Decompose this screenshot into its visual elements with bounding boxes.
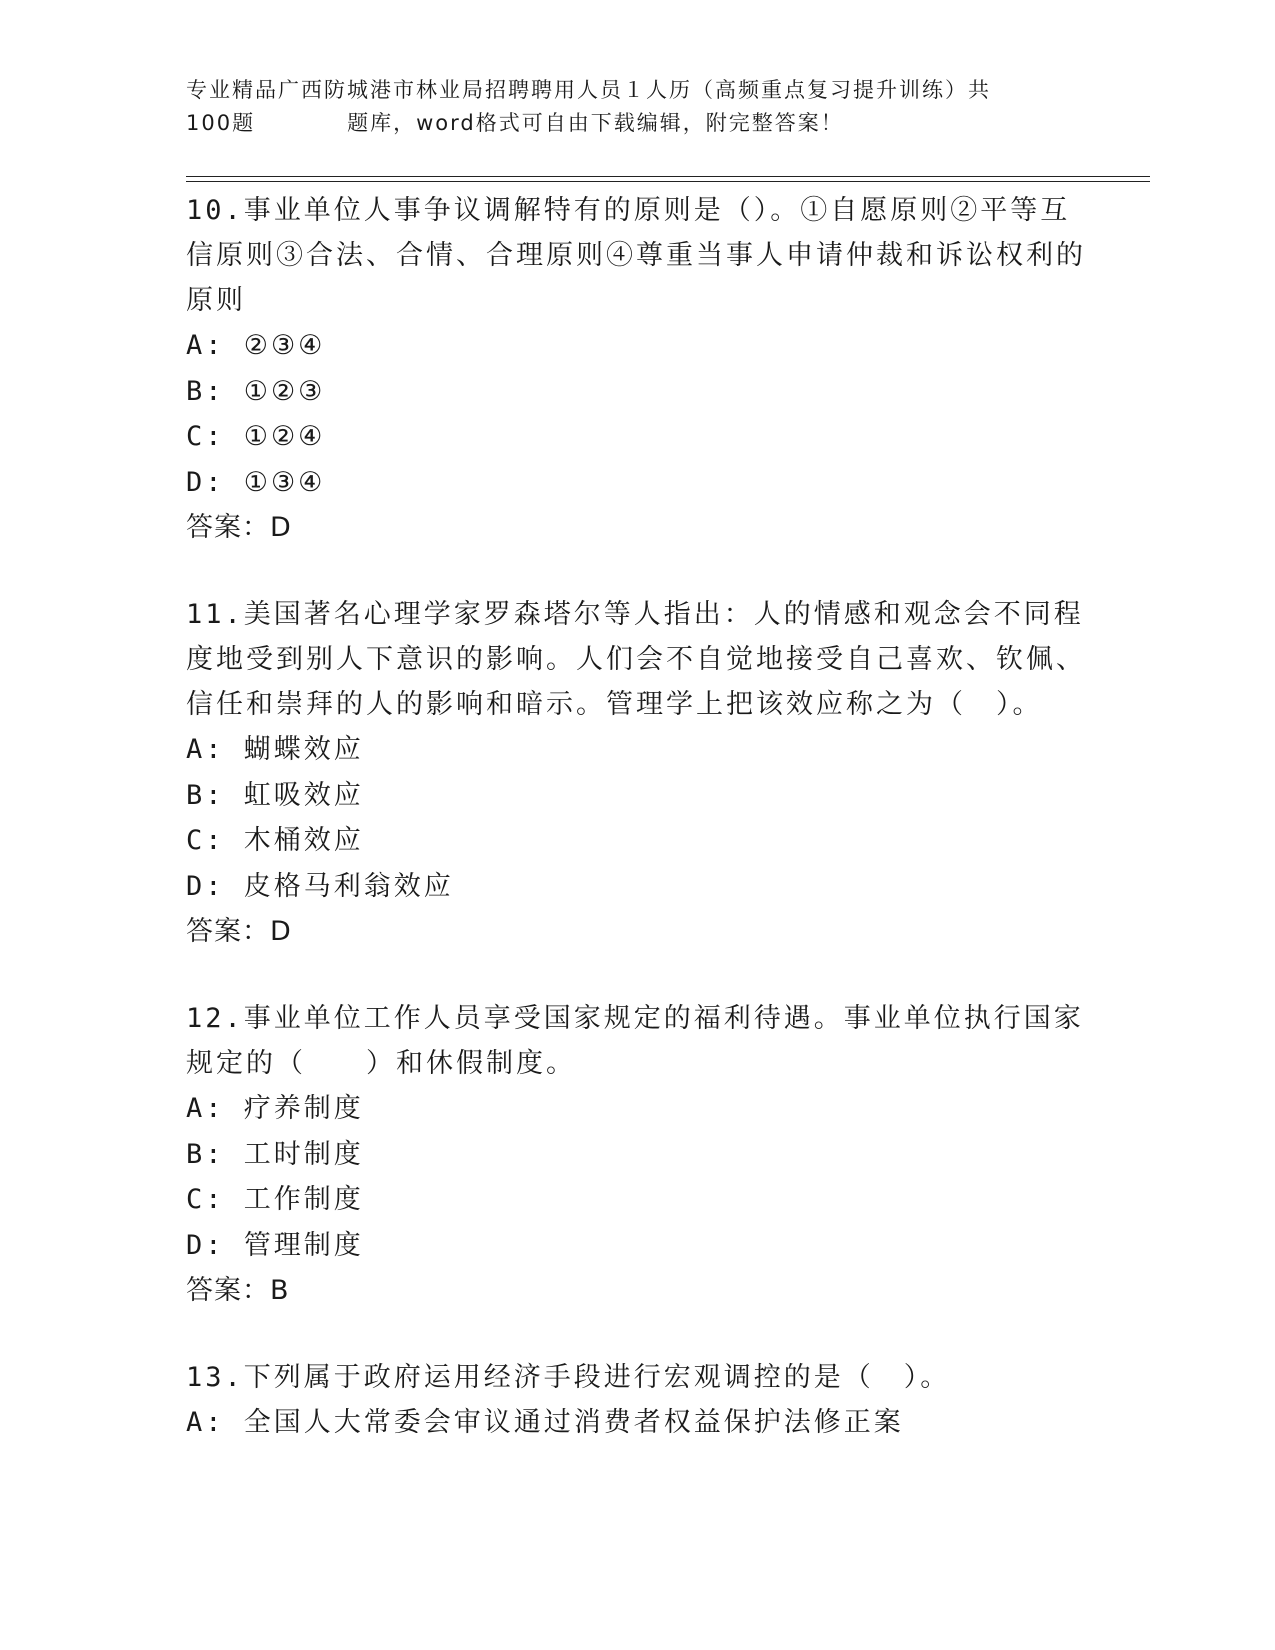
- header-title-line2: 100题 题库，word格式可自由下载编辑，附完整答案！: [186, 111, 844, 135]
- answer: 答案：D: [186, 916, 292, 947]
- option-d: D: ①③④: [186, 466, 326, 498]
- option-a: A: 蝴蝶效应: [186, 734, 364, 765]
- question-stem: 12.事业单位工作人员享受国家规定的福利待遇。事业单位执行国家规定的（ ）和休假制度。: [186, 1003, 1084, 1079]
- answer: 答案：B: [186, 1275, 290, 1306]
- header-divider-top: [186, 176, 1150, 177]
- header-title-line1: 专业精品广西防城港市林业局招聘聘用人员１人历（高频重点复习提升训练）共: [186, 78, 991, 102]
- option-c: C: 木桶效应: [186, 825, 364, 856]
- option-a: A: 全国人大常委会审议通过消费者权益保护法修正案: [186, 1407, 904, 1438]
- question-12: [186, 996, 1086, 1313]
- answer: 答案：D: [186, 512, 292, 543]
- document-header: [186, 74, 1066, 140]
- option-c: C: 工作制度: [186, 1184, 364, 1215]
- question-13: [186, 1355, 1086, 1446]
- question-11: [186, 592, 1086, 954]
- question-10: [186, 188, 1086, 550]
- option-c: C: ①②④: [186, 421, 326, 452]
- question-list: [186, 188, 1086, 1488]
- option-d: D: 皮格马利翁效应: [186, 870, 454, 902]
- option-b: B: 虹吸效应: [186, 779, 364, 811]
- question-stem: 10.事业单位人事争议调解特有的原则是（）。①自愿原则②平等互信原则③合法、合情、合理原则④尊重当事人申请仲裁和诉讼权利的原则: [186, 195, 1086, 316]
- question-stem: 13.下列属于政府运用经济手段进行宏观调控的是（ ）。: [186, 1362, 951, 1393]
- header-divider-bottom: [186, 181, 1150, 182]
- option-b: B: ①②③: [186, 375, 326, 407]
- option-a: A: ②③④: [186, 330, 326, 361]
- option-b: B: 工时制度: [186, 1138, 364, 1170]
- option-a: A: 疗养制度: [186, 1093, 364, 1124]
- option-d: D: 管理制度: [186, 1229, 364, 1261]
- question-stem: 11.美国著名心理学家罗森塔尔等人指出：人的情感和观念会不同程度地受到别人下意识的影响。人们会不自觉地接受自己喜欢、钦佩、信任和崇拜的人的影响和暗示。管理学上把该效应称之为（ ）。: [186, 599, 1086, 720]
